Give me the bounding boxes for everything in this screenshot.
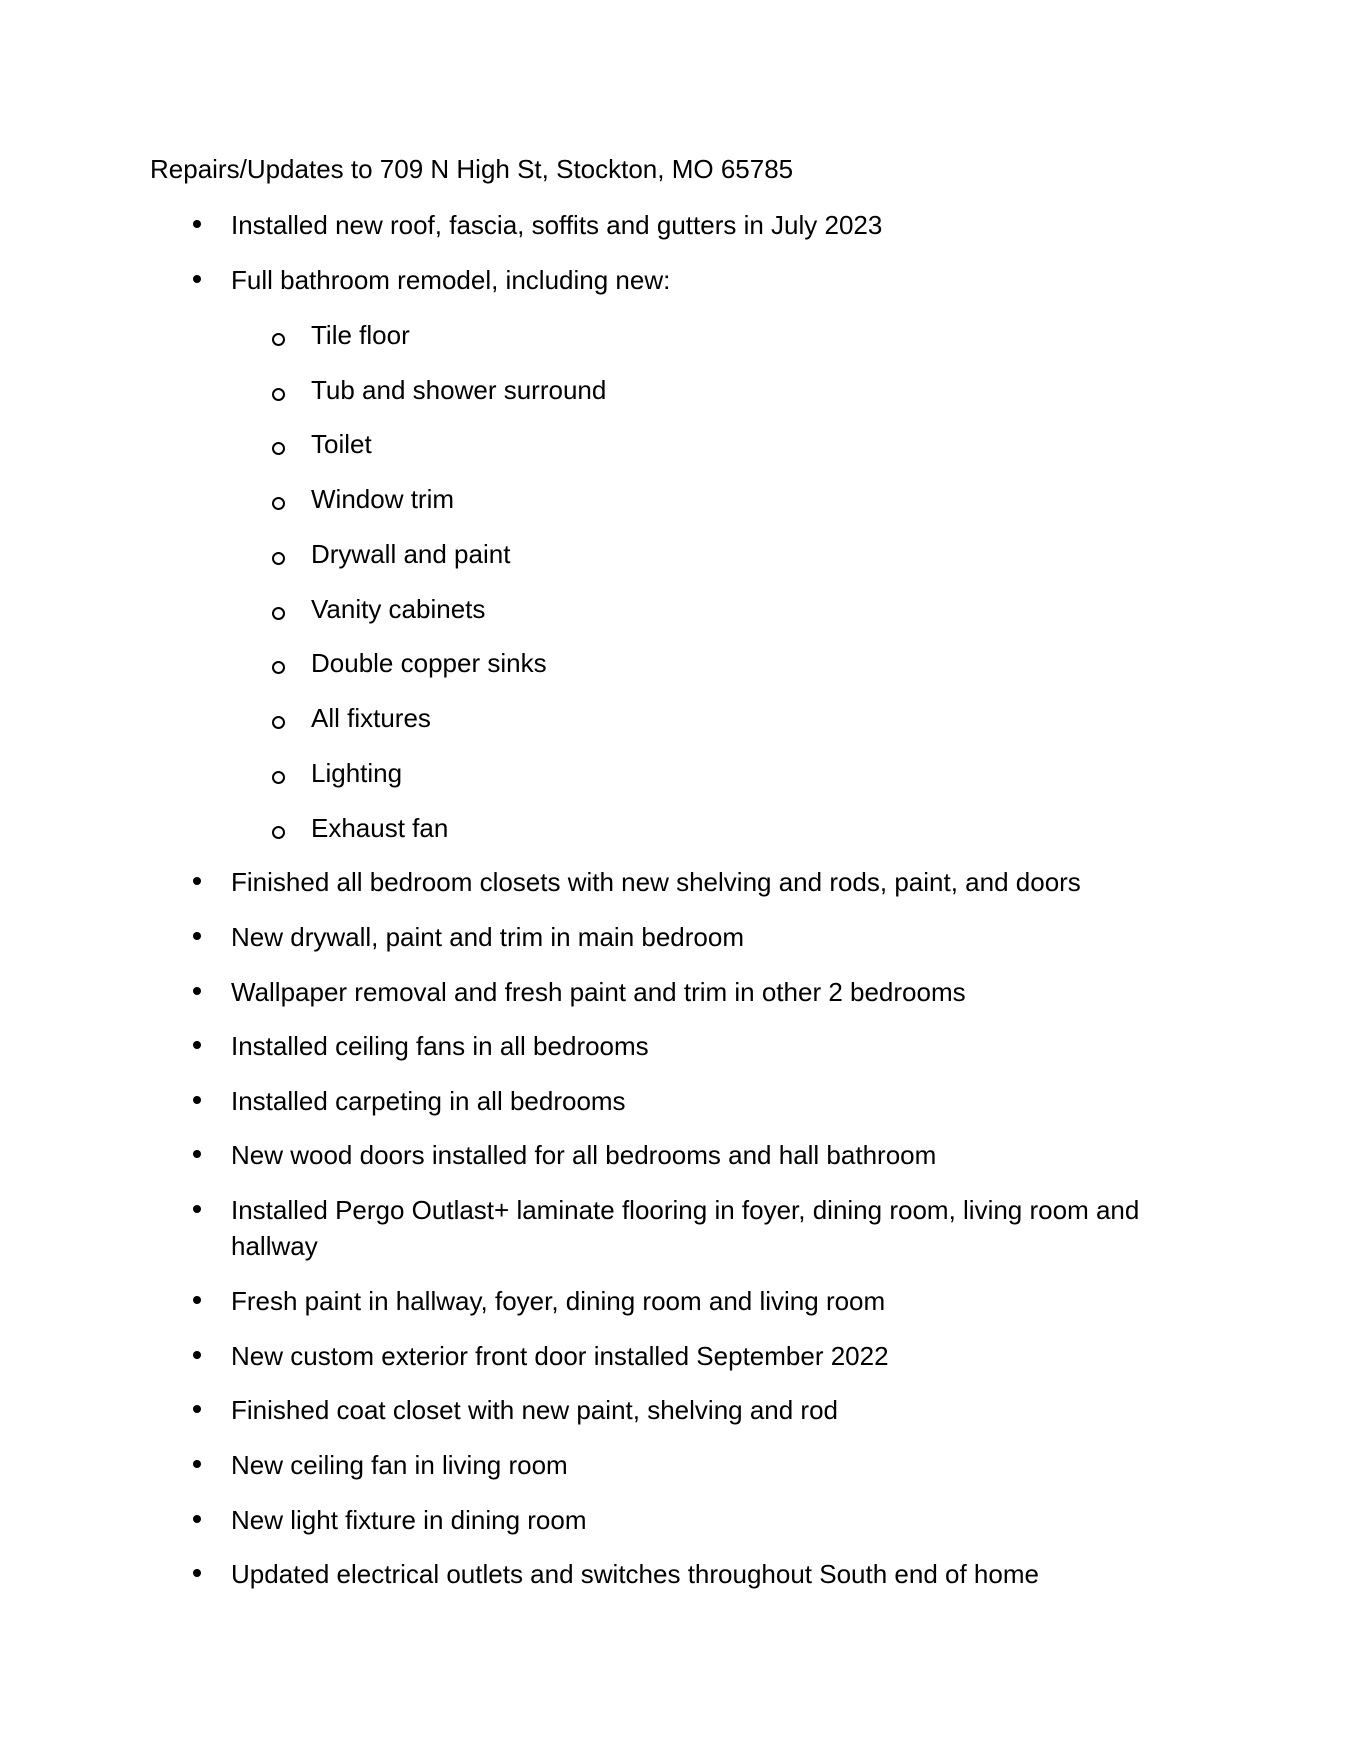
bullet-icon — [193, 1296, 201, 1304]
list-item-text: New light fixture in dining room — [231, 1505, 587, 1535]
sub-list-item-text: All fixtures — [311, 703, 431, 733]
hollow-bullet-icon — [272, 771, 285, 784]
bullet-icon — [193, 1205, 201, 1213]
list-item-text: Installed ceiling fans in all bedrooms — [231, 1031, 649, 1061]
hollow-bullet-icon — [272, 552, 285, 565]
list-item-continuation: hallway — [231, 1231, 318, 1261]
bullet-icon — [193, 1351, 201, 1359]
hollow-bullet-icon — [272, 388, 285, 401]
bullet-icon — [193, 1460, 201, 1468]
sub-list-item-text: Exhaust fan — [311, 813, 449, 843]
sub-list-item-text: Tile floor — [311, 320, 410, 350]
list-item-text: Finished all bedroom closets with new shelving and rods, paint, and doors — [231, 867, 1081, 897]
list-item-text: New custom exterior front door installed September 2022 — [231, 1341, 889, 1371]
sub-list-item-text: Lighting — [311, 758, 403, 788]
bullet-icon — [193, 987, 201, 995]
sub-list-item-text: Drywall and paint — [311, 539, 511, 569]
bullet-icon — [193, 1150, 201, 1158]
list-item-text: New drywall, paint and trim in main bedroom — [231, 922, 744, 952]
list-item-text: Wallpaper removal and fresh paint and trim in other 2 bedrooms — [231, 977, 966, 1007]
hollow-bullet-icon — [272, 607, 285, 620]
document-title: Repairs/Updates to 709 N High St, Stockton, MO 65785 — [150, 154, 794, 184]
list-item-text: Installed new roof, fascia, soffits and gutters in July 2023 — [231, 210, 883, 240]
bullet-icon — [193, 1515, 201, 1523]
bullet-icon — [193, 1405, 201, 1413]
list-item-text: Installed Pergo Outlast+ laminate flooring in foyer, dining room, living room and — [231, 1195, 1140, 1225]
sub-list-item-text: Double copper sinks — [311, 648, 547, 678]
bullet-icon — [193, 220, 201, 228]
bullet-icon — [193, 932, 201, 940]
list-item-text: New wood doors installed for all bedrooms and hall bathroom — [231, 1140, 937, 1170]
list-item-text: Full bathroom remodel, including new: — [231, 265, 671, 295]
list-item-text: Updated electrical outlets and switches throughout South end of home — [231, 1559, 1039, 1589]
sub-list-item-text: Toilet — [311, 429, 372, 459]
hollow-bullet-icon — [272, 497, 285, 510]
sub-list-item-text: Vanity cabinets — [311, 594, 486, 624]
list-item-text: Fresh paint in hallway, foyer, dining room and living room — [231, 1286, 886, 1316]
bullet-icon — [193, 1569, 201, 1577]
hollow-bullet-icon — [272, 661, 285, 674]
bullet-icon — [193, 1096, 201, 1104]
bullet-icon — [193, 877, 201, 885]
hollow-bullet-icon — [272, 333, 285, 346]
sub-list-item-text: Window trim — [311, 484, 455, 514]
list-item-text: Installed carpeting in all bedrooms — [231, 1086, 626, 1116]
list-item-text: New ceiling fan in living room — [231, 1450, 568, 1480]
hollow-bullet-icon — [272, 716, 285, 729]
hollow-bullet-icon — [272, 826, 285, 839]
list-item-text: Finished coat closet with new paint, shelving and rod — [231, 1395, 839, 1425]
bullet-icon — [193, 275, 201, 283]
sub-list-item-text: Tub and shower surround — [311, 375, 607, 405]
bullet-icon — [193, 1041, 201, 1049]
hollow-bullet-icon — [272, 442, 285, 455]
